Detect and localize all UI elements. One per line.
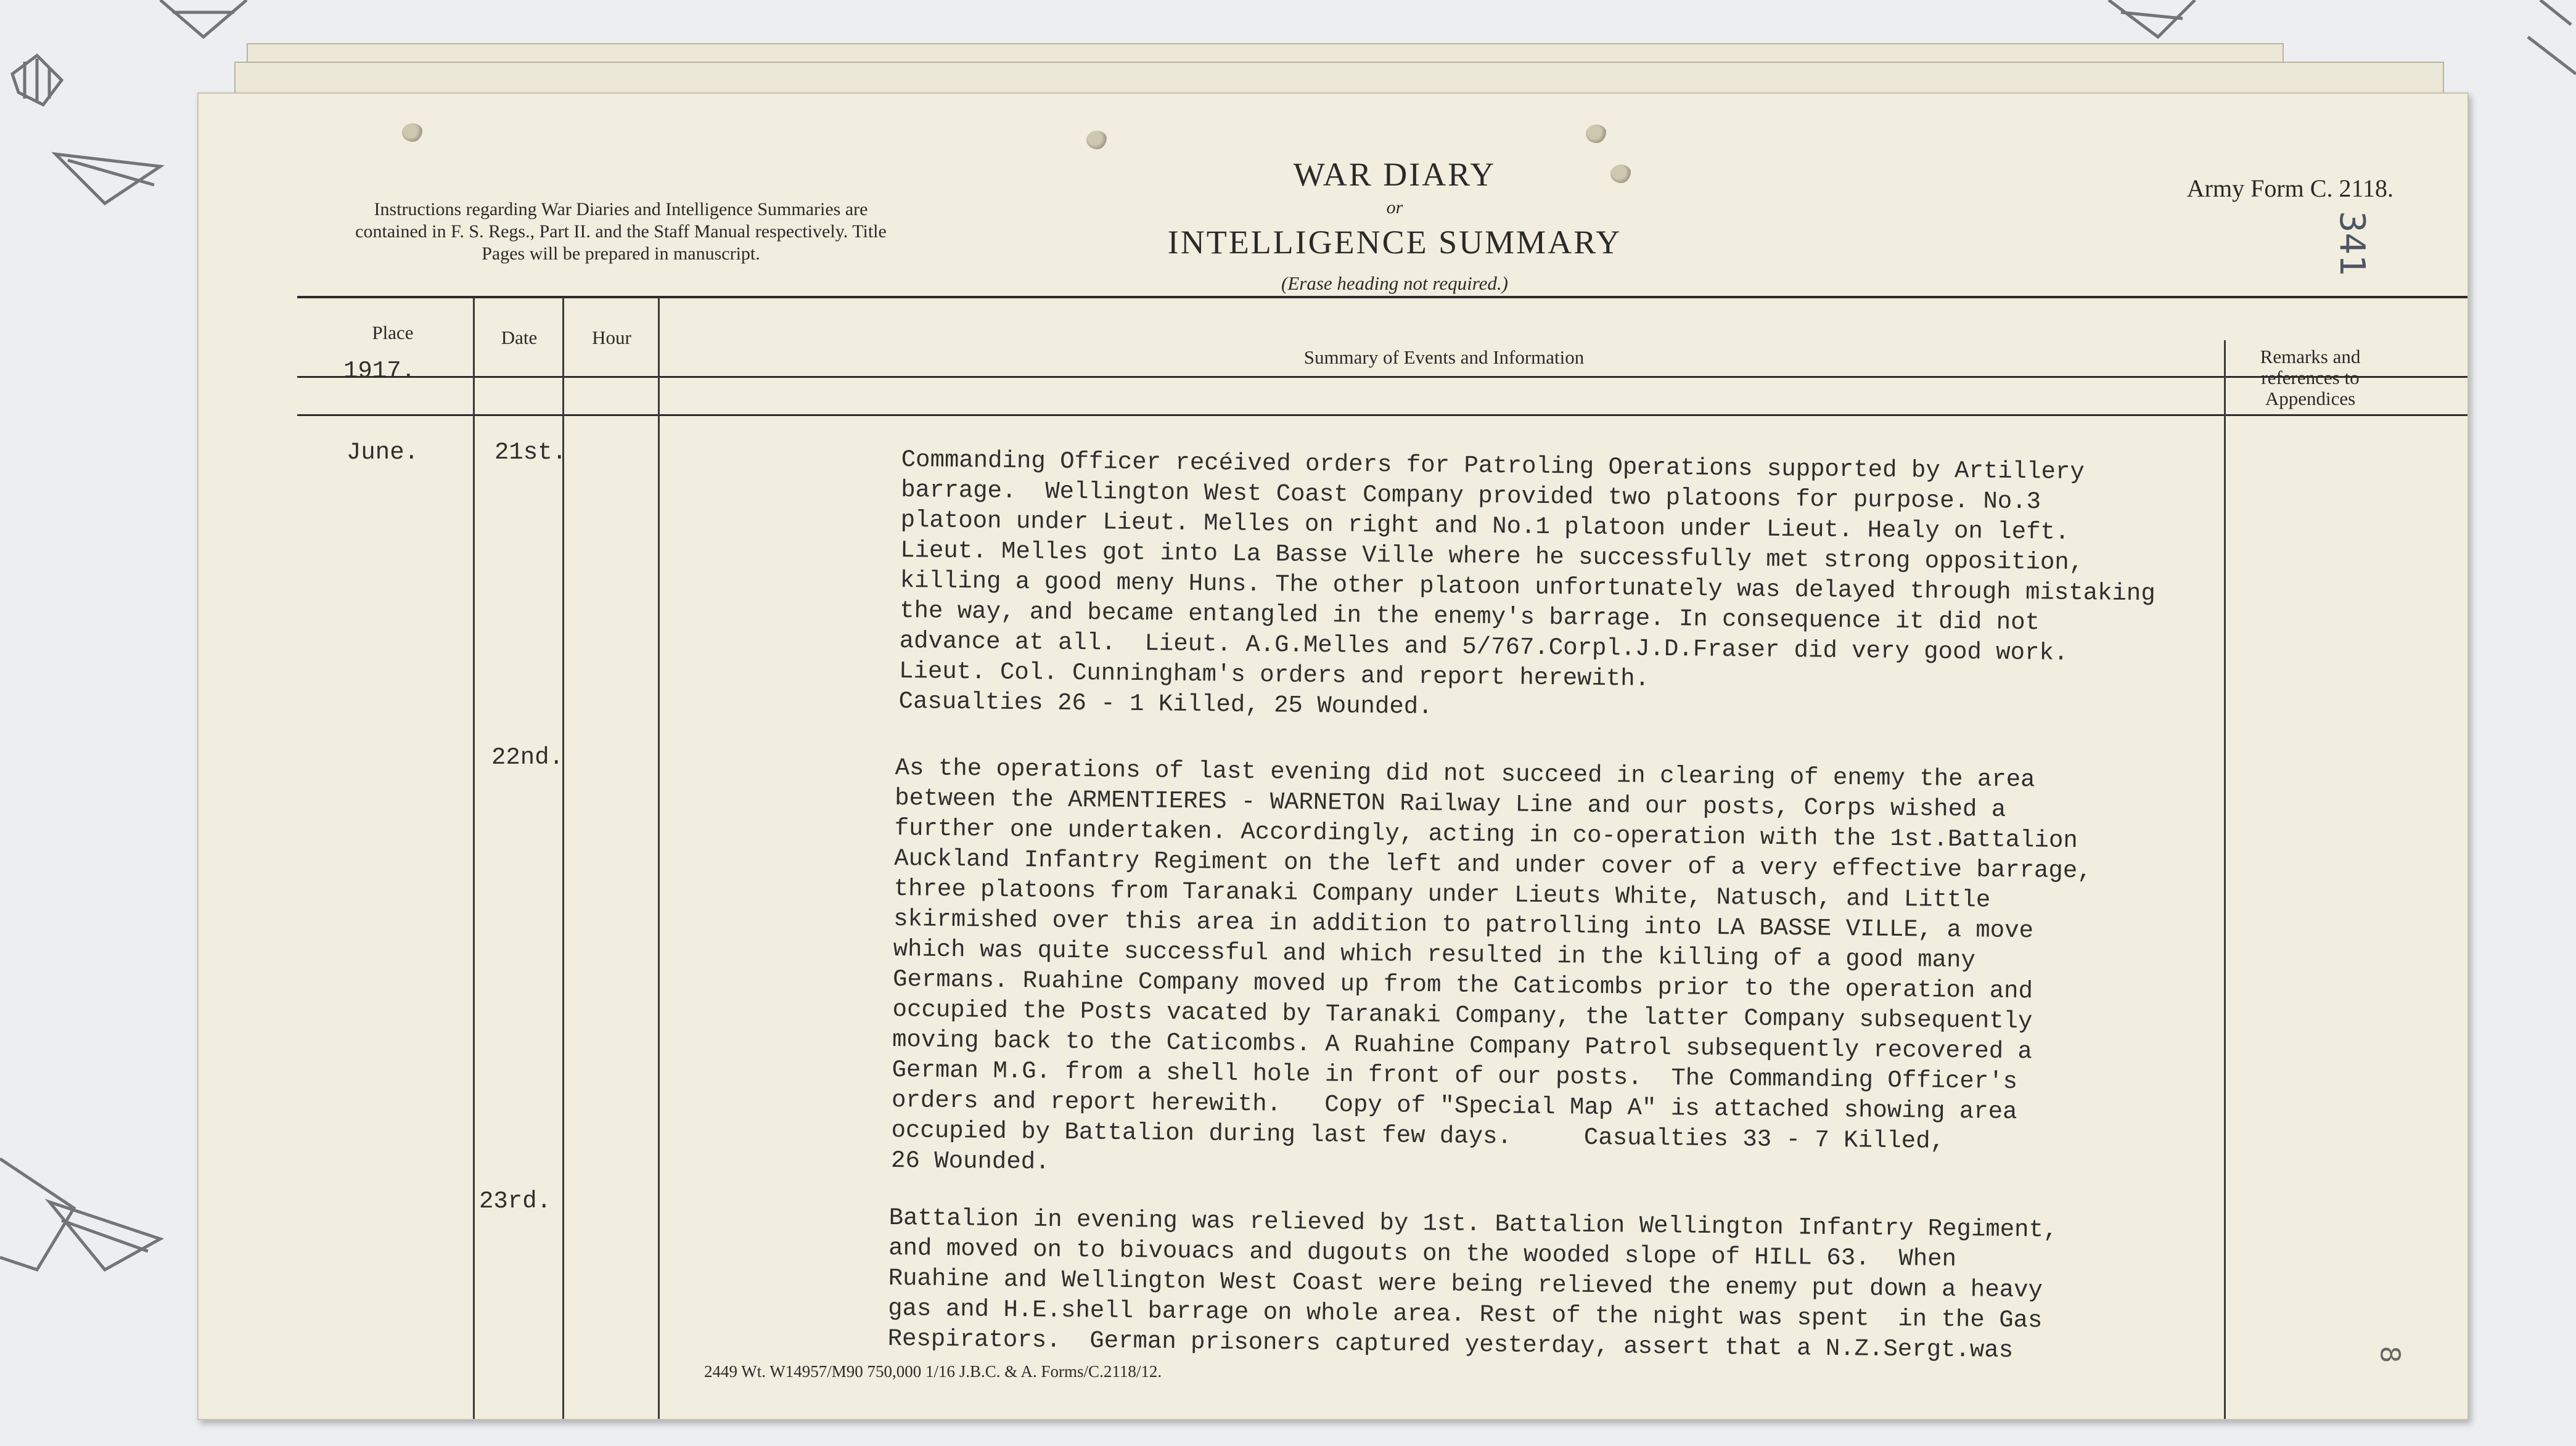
handwritten-page-number: 341: [2332, 211, 2372, 277]
year-label: 1917.: [343, 357, 416, 385]
army-form-label: Army Form C. 2118.: [2186, 174, 2393, 202]
column-divider-place: [473, 297, 475, 1419]
sketch-mark-top-right: [2109, 0, 2195, 37]
sketch-mark-left: [55, 154, 160, 203]
entry-date: 23rd.: [479, 1188, 552, 1215]
table-top-rule: [297, 296, 2469, 298]
column-divider-remarks: [2224, 340, 2226, 1419]
sketch-mark-top-left: [160, 0, 247, 37]
instructions-note: Instructions regarding War Diaries and Intelligence Summaries are contained in F. S. Regs., Part II. and the Staff Manual respectively. Title Pages will be prepared in manuscript.: [355, 199, 887, 264]
printer-imprint: 2449 Wt. W14957/M90 750,000 1/16 J.B.C. & A. Forms/C.2118/12.: [704, 1362, 1162, 1381]
entry-date: 22nd.: [491, 744, 564, 771]
column-header-place: Place: [372, 322, 414, 343]
margin-mark: 8: [2374, 1346, 2406, 1363]
entry-place: June.: [347, 439, 419, 466]
war-diary-sheet: [197, 92, 2469, 1420]
column-header-summary: Summary of Events and Information: [1303, 346, 1585, 368]
table-header-rule: [297, 376, 2469, 378]
table-header-rule-2: [297, 414, 2469, 416]
punch-hole: [1086, 131, 1107, 149]
entry-text: Commanding Officer recéived orders for Patroling Operations supported by Artillery barrage. Wellington West Coast Company provided two platoons for purpose. No.3 platoon under Lieut. Melles on right and No.1 platoon under Lieut. Healy on left. Lieut. Melles got into La Basse Ville where he successfully met strong opposition, killing a good meny Huns. The other platoon unfortunately was delayed through mistaking the way, and became entangled in the enemy's barrage. In consequence it did not advance at all. Lieut. A.G.Melles and 5/767.Corpl.J.D.Fraser did very good work. Lieut. Col. Cunningham's orders and report herewith. Casualties 26 - 1 Killed, 25 Wounded.: [898, 446, 2156, 721]
title-war-diary: WAR DIARY: [1293, 156, 1496, 193]
entry-text: As the operations of last evening did not succeed in clearing of enemy the area between the ARMENTIERES - WARNETON Railway Line and our posts, Corps wished a further one undertaken. Accordingly, acting in co-operation with the 1st.Battalion Auckland Infantry Regiment on the left and under cover of a very effective barrage, three platoons from Taranaki Company under Lieuts White, Natusch, and Little skirmished over this area in addition to patrolling into LA BASSE VILLE, a move which was quite successful and which resulted in the killing of a good many Germans. Ruahine Company moved up from the Caticombs prior to the operation and occupied the Posts vacated by Taranaki Company, the latter Company subsequently moving back to the Caticombs. A Ruahine Company Patrol subsequently recovered a German M.G. from a shell hole in front of our posts. The Commanding Officer's orders and report herewith. Copy of "Special Map A" is attached showing area occupied by Battalion during last few days. Casualties 33 - 7 Killed, 26 Wounded.: [890, 754, 2092, 1176]
punch-hole: [402, 123, 423, 142]
erase-heading-note: (Erase heading not required.): [1281, 272, 1508, 294]
column-divider-hour: [658, 297, 660, 1419]
title-intelligence-summary: INTELLIGENCE SUMMARY: [1167, 224, 1622, 261]
entry-text: Battalion in evening was relieved by 1st. Battalion Wellington Infantry Regiment, and moved on to bivouacs and dugouts on the wooded slope of HILL 63. When Ruahine and Wellington West Coast were being relieved the enemy put down a heavy gas and H.E.shell barrage on whole area. Rest of the night was spent in the Gas Respirators. German prisoners captured yesterday, assert that a N.Z.Sergt.was: [887, 1204, 2058, 1365]
sketch-mark-bottom-left: [0, 1159, 160, 1270]
column-header-hour: Hour: [592, 327, 631, 348]
column-header-date: Date: [501, 327, 538, 348]
entry-date: 21st.: [494, 439, 567, 466]
title-or: or: [1386, 197, 1403, 218]
column-header-remarks: Remarks and references to Appendices: [2260, 346, 2361, 409]
punch-hole: [1586, 125, 1607, 143]
